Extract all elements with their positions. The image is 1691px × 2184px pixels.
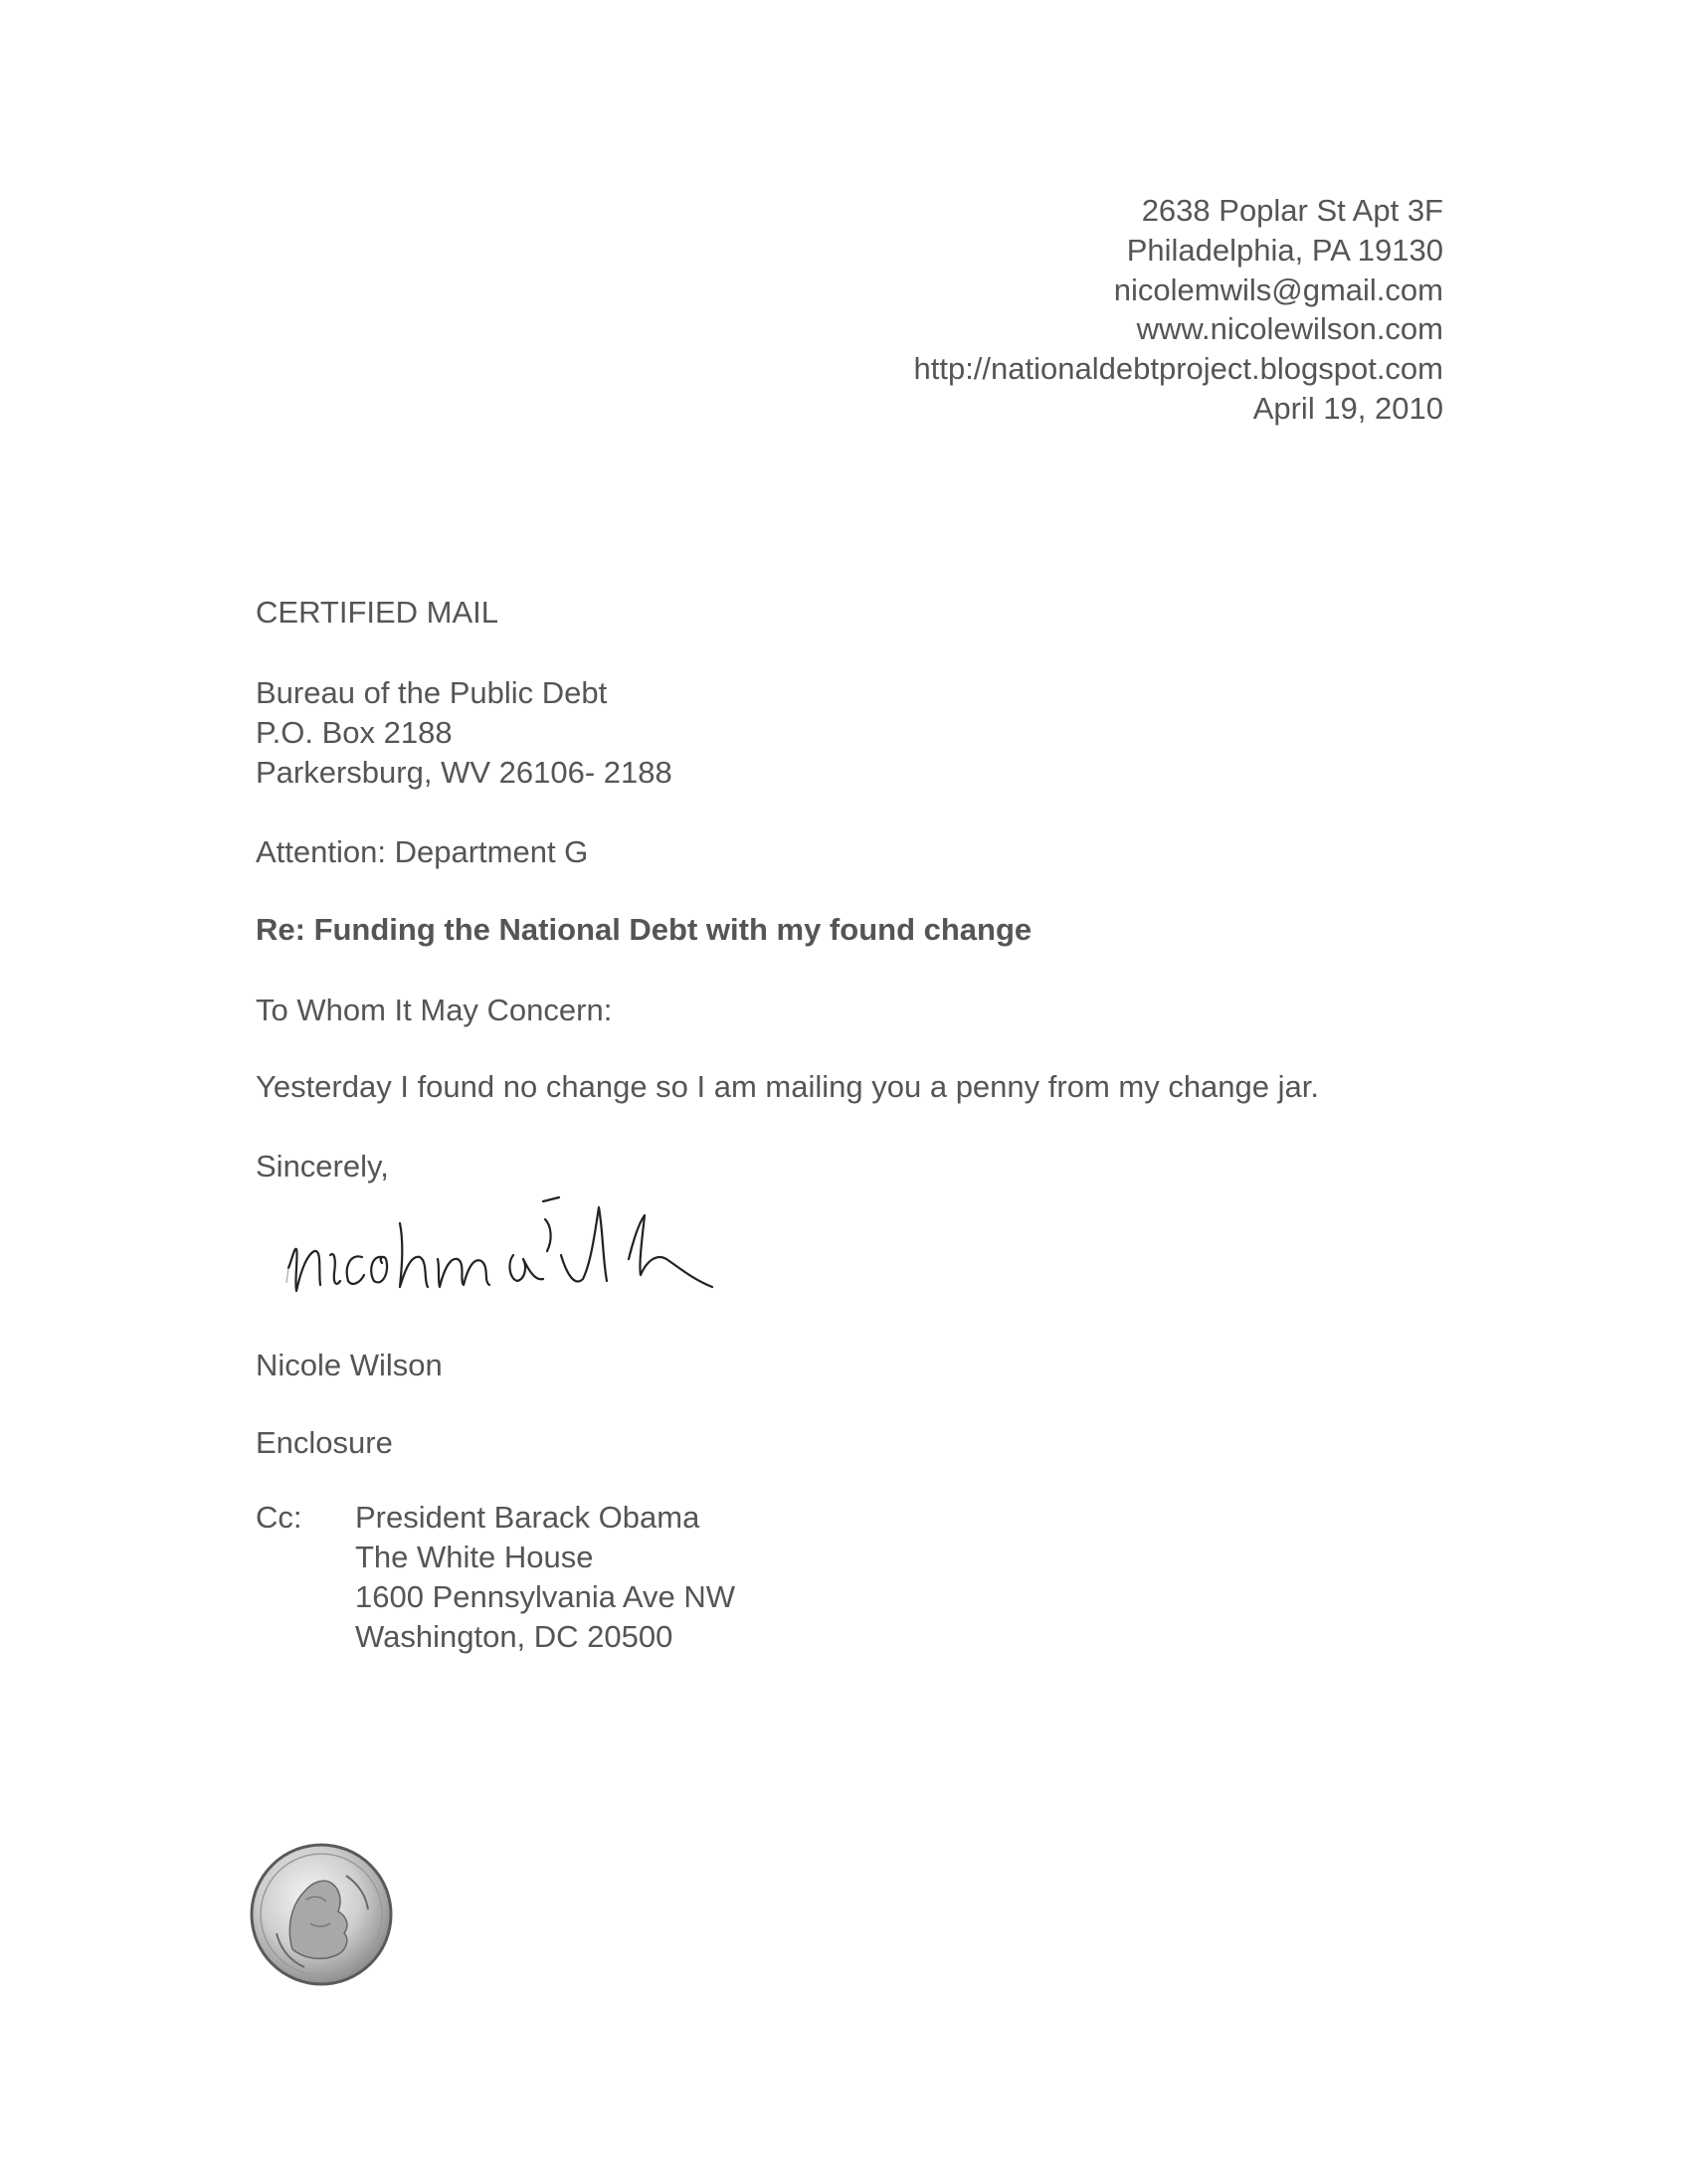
recipient-name: Bureau of the Public Debt [256, 675, 608, 710]
signer-name: Nicole Wilson [256, 1348, 443, 1382]
recipient-address-block [256, 673, 672, 793]
recipient-city: Parkersburg, WV 26106- 2188 [256, 755, 672, 790]
salutation: To Whom It May Concern: [256, 993, 613, 1027]
sender-website: www.nicolewilson.com [1136, 311, 1443, 347]
enclosure-note: Enclosure [256, 1425, 393, 1460]
penny-image [247, 1840, 396, 1989]
sender-email: nicolemwils@gmail.com [1113, 272, 1443, 307]
cc-address-block [355, 1498, 735, 1657]
sender-blog: http://nationaldebtproject.blogspot.com [913, 351, 1443, 387]
letter-date: April 19, 2010 [1252, 390, 1443, 426]
body-text: Yesterday I found no change so I am mailing you a penny from my change jar. [256, 1069, 1319, 1104]
cc-label: Cc: [256, 1500, 302, 1535]
closing: Sincerely, [256, 1149, 389, 1183]
handwritten-signature [279, 1164, 836, 1323]
cc-line: The White House [355, 1540, 594, 1574]
cc-line: Washington, DC 20500 [355, 1619, 673, 1654]
attention-line: Attention: Department G [256, 834, 589, 869]
cc-line: 1600 Pennsylvania Ave NW [355, 1579, 735, 1614]
cc-line: President Barack Obama [355, 1500, 700, 1535]
sender-street: 2638 Poplar St Apt 3F [1141, 193, 1443, 228]
recipient-po-box: P.O. Box 2188 [256, 715, 453, 750]
subject-line: Re: Funding the National Debt with my found change [256, 912, 1033, 947]
sender-city: Philadelphia, PA 19130 [1126, 232, 1443, 268]
sender-address-block [648, 191, 1443, 429]
delivery-method: CERTIFIED MAIL [256, 595, 499, 630]
